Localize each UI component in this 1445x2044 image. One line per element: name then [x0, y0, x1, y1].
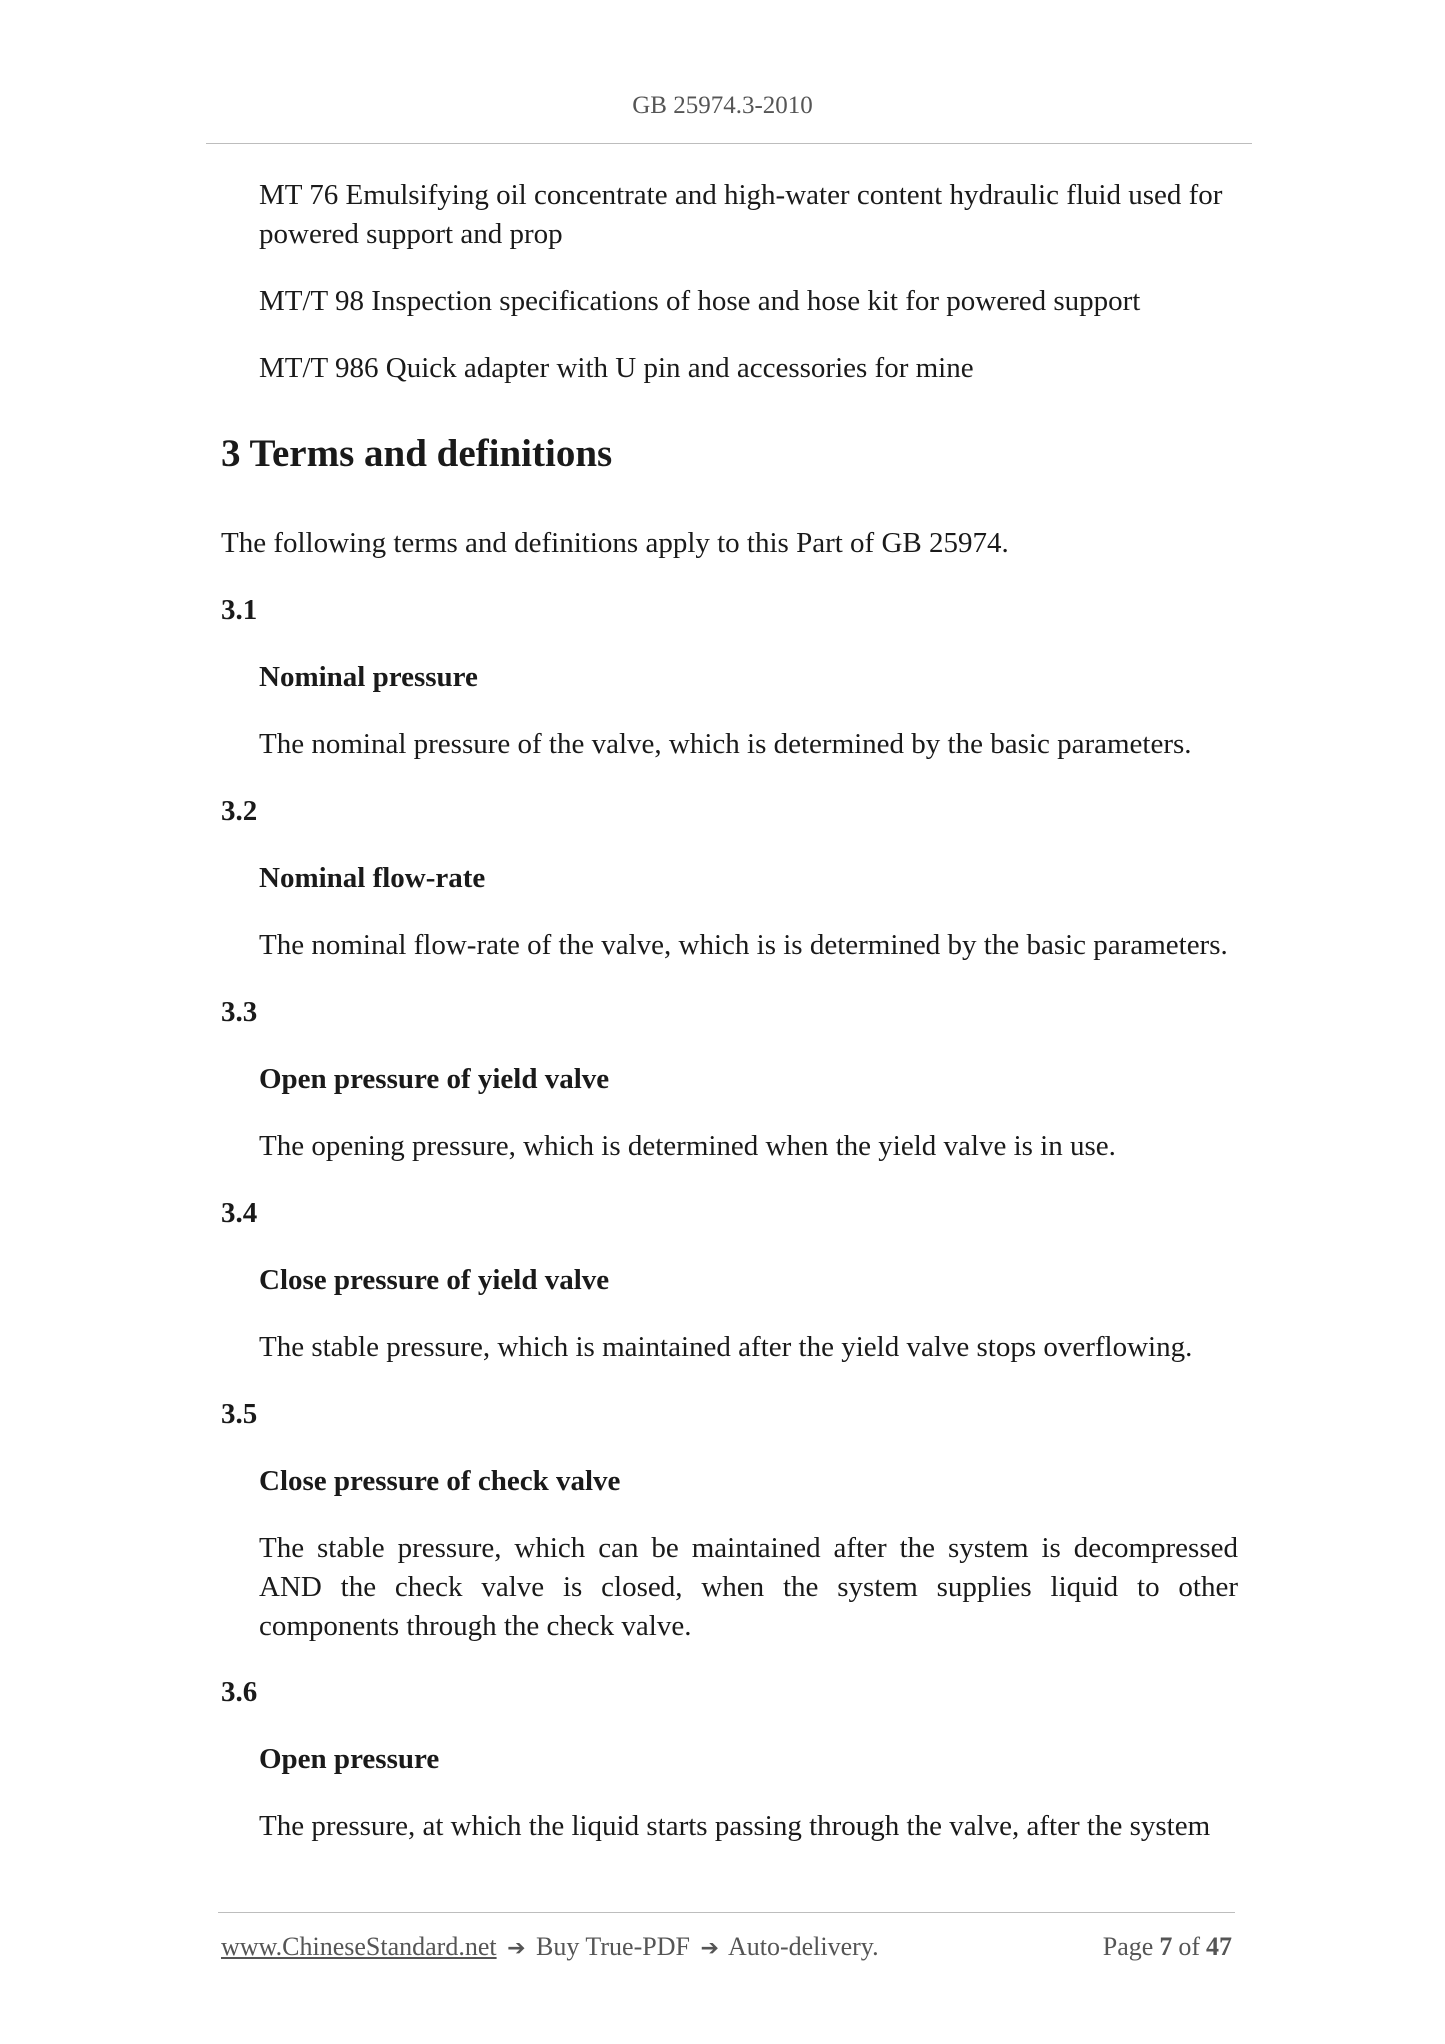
- footer-delivery-label: Auto-delivery.: [727, 1932, 879, 1961]
- footer-divider: [218, 1912, 1235, 1913]
- header-divider: [206, 143, 1252, 144]
- page-current: 7: [1159, 1932, 1173, 1961]
- clause-term: Open pressure of yield valve: [259, 1063, 610, 1095]
- clause-definition: The nominal pressure of the valve, which is determined by the basic parameters.: [259, 728, 1192, 760]
- page-label: Page: [1102, 1932, 1154, 1961]
- clause-term: Nominal pressure: [259, 661, 478, 693]
- clause-term: Close pressure of check valve: [259, 1465, 621, 1497]
- reference-item: MT/T 98 Inspection specifications of hose and hose kit for powered support: [259, 285, 1141, 317]
- page-indicator: [1103, 1932, 1232, 1962]
- section-intro: The following terms and definitions apply to this Part of GB 25974.: [221, 527, 1009, 559]
- reference-item: MT/T 986 Quick adapter with U pin and accessories for mine: [259, 352, 974, 384]
- reference-item: MT 76 Emulsifying oil concentrate and high-water content hydraulic fluid used for: [259, 179, 1223, 211]
- footer-buy-label: Buy True-PDF: [536, 1932, 690, 1961]
- clause-term: Open pressure: [259, 1743, 440, 1775]
- clause-number: 3.3: [221, 996, 258, 1028]
- clause-number: 3.6: [221, 1676, 258, 1708]
- clause-number: 3.2: [221, 795, 258, 827]
- clause-number: 3.1: [221, 594, 258, 626]
- page-header-title: GB 25974.3-2010: [632, 92, 813, 119]
- clause-number: 3.4: [221, 1197, 258, 1229]
- clause-definition: The stable pressure, which is maintained after the yield valve stops overflowing.: [259, 1331, 1193, 1363]
- clause-definition: The pressure, at which the liquid starts passing through the valve, after the system: [259, 1810, 1211, 1842]
- page-total: 47: [1206, 1932, 1232, 1961]
- arrow-right-icon: ➔: [700, 1936, 719, 1961]
- section-heading: 3 Terms and definitions: [221, 432, 613, 475]
- clause-definition: The stable pressure, which can be maintained after the system is decompressed AND the check valve is closed, when the system supplies liquid to other components through the check valve.: [259, 1532, 1238, 1642]
- reference-item-continued: powered support and prop: [259, 218, 563, 250]
- clause-term: Nominal flow-rate: [259, 862, 486, 894]
- of-label: of: [1178, 1932, 1200, 1961]
- clause-term: Close pressure of yield valve: [259, 1264, 610, 1296]
- clause-definition: The nominal flow-rate of the valve, which is is determined by the basic parameters.: [259, 929, 1228, 961]
- arrow-right-icon: ➔: [507, 1936, 526, 1961]
- footer-site-link[interactable]: www.ChineseStandard.net: [221, 1932, 497, 1961]
- clause-number: 3.5: [221, 1398, 258, 1430]
- footer-links: [221, 1932, 879, 1962]
- clause-definition: The opening pressure, which is determined when the yield valve is in use.: [259, 1130, 1116, 1162]
